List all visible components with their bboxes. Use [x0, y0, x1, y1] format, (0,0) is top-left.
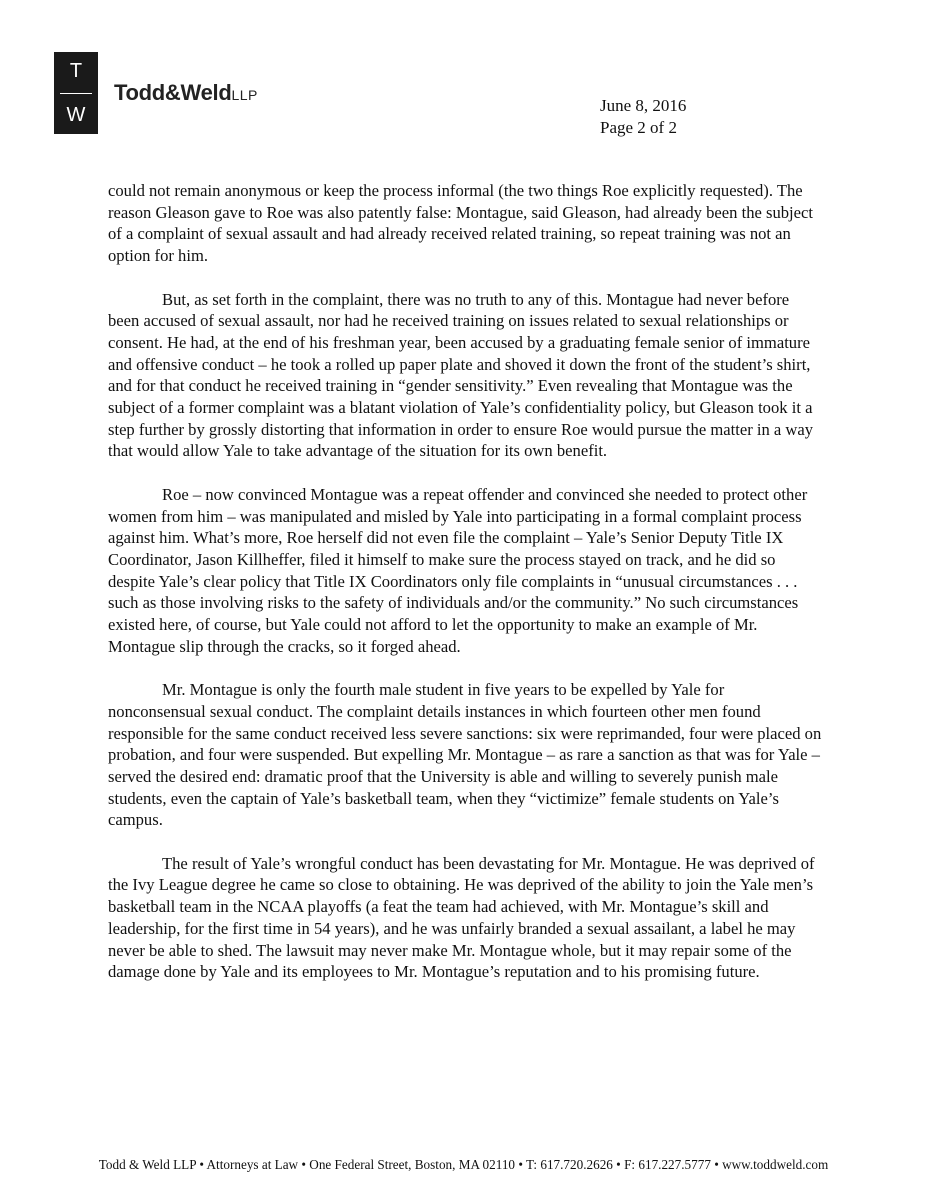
letterhead-footer: Todd & Weld LLP • Attorneys at Law • One Federal Street, Boston, MA 02110 • T: 617.720.2626 • F: 617.227.5777 • www.toddweld.com: [98, 1157, 829, 1172]
firm-logo-name: [114, 80, 258, 106]
firm-suffix: LLP: [231, 87, 258, 103]
firm-name: Todd&Weld: [114, 80, 232, 105]
body-paragraph-2: But, as set forth in the complaint, there was no truth to any of this. Montague had never before been accused of sexual assault, nor had he received training on issues related to sexual relationships or consent. He had, at the end of his freshman year, been accused by a graduating female senior of immature and offensive conduct – he took a rolled up paper plate and shoved it down the front of the student’s shirt, and for that conduct he received training in “gender sensitivity.” Even revealing that Montague was the subject of a former complaint was a blatant violation of Yale’s confidentiality policy, but Gleason took it a step further by grossly distorting that information in order to ensure Roe would pursue the matter in a way that would allow Yale to take advantage of the situation for its own benefit.: [108, 289, 814, 461]
firm-logo-mark: [54, 52, 98, 134]
letter-date: June 8, 2016: [600, 96, 687, 115]
logo-divider: [60, 93, 92, 94]
body-paragraph-3: Roe – now convinced Montague was a repeat offender and convinced she needed to protect other women from him – was manipulated and misled by Yale into participating in a formal complaint process against him. What’s more, Roe herself did not even file the complaint – Yale’s Senior Deputy Title IX Coordinator, Jason Killheffer, filed it himself to make sure the process stayed on track, and he did so despite Yale’s clear policy that Title IX Coordinators only file complaints in “unusual circumstances . . . such as those involving risks to the safety of individuals and/or the community.” No such circumstances existed here, of course, but Yale could not afford to let the opportunity to make an example of Mr. Montague slip through the cracks, so it forged ahead.: [108, 484, 808, 656]
letter-body: [108, 180, 824, 1005]
body-paragraph-5: The result of Yale’s wrongful conduct has been devastating for Mr. Montague. He was deprived of the Ivy League degree he came so close to obtaining. He was deprived of the ability to join the Yale men’s basketball team in the NCAA playoffs (a feat the team had achieved, with Mr. Montague’s skill and leadership, for the first time in 54 years), and he was unfairly branded a sexual assailant, a label he may never be able to shed. The lawsuit may never make Mr. Montague whole, but it may repair some of the damage done by Yale and its employees to Mr. Montague’s reputation and to his promising future.: [108, 853, 815, 982]
page-number: Page 2 of 2: [600, 118, 677, 137]
logo-letter-t: T: [69, 60, 83, 82]
body-paragraph-1: could not remain anonymous or keep the process informal (the two things Roe explicitly requested). The reason Gleason gave to Roe was also patently false: Montague, said Gleason, had already been the subject of a complaint of sexual assault and had already received related training, so repeat training was not an option for him.: [108, 181, 814, 266]
body-paragraph-4: Mr. Montague is only the fourth male student in five years to be expelled by Yale for nonconsensual sexual conduct. The complaint details instances in which fourteen other men found responsible for the same conduct received less severe sanctions: six were reprimanded, four were placed on probation, and four were suspended. But expelling Mr. Montague – as rare a sanction as that was for Yale – served the desired end: dramatic proof that the University is able and willing to severely punish male students, even the captain of Yale’s basketball team, when they “victimize” female students on Yale’s campus.: [108, 680, 822, 830]
logo-letter-w: W: [66, 104, 86, 126]
date-block: [600, 95, 686, 139]
